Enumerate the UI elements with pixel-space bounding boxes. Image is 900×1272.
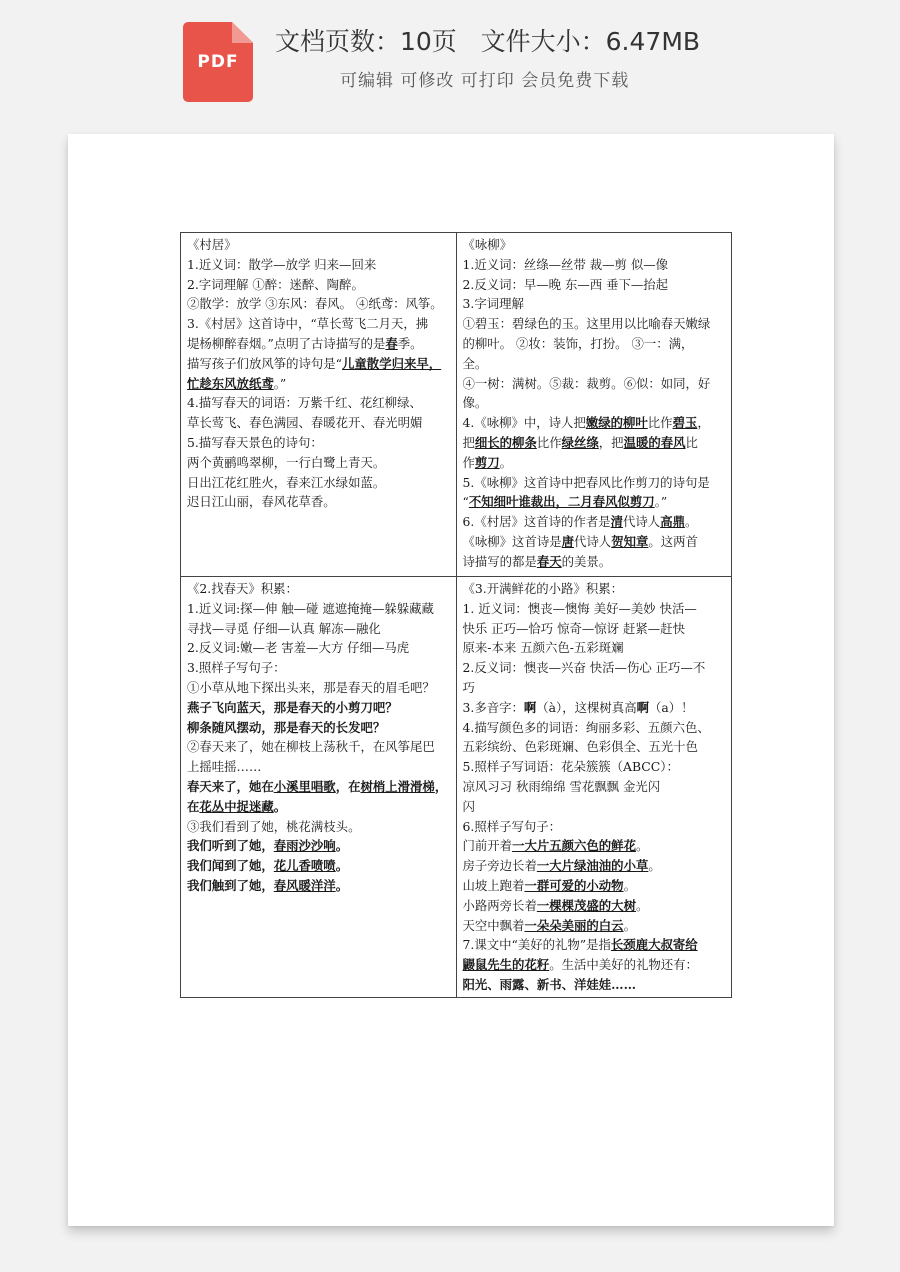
text-line (187, 737, 450, 757)
answer-text: 春风暖洋洋 (273, 877, 336, 893)
text-segment: 。 (273, 798, 287, 814)
text-line (463, 955, 726, 975)
text-line (463, 737, 726, 757)
text-line (187, 579, 450, 599)
text-line (187, 777, 450, 797)
text-segment: 5.照样子写词语：花朵簇簇（ABCC）： (462, 759, 679, 775)
text-segment: 柳条随风摆动，那是春天的长发吧？ (187, 719, 386, 735)
text-segment: 代诗人 (574, 533, 612, 549)
text-segment: 的柳叶。 ②妆：装饰，打扮。 ③一：满， (462, 335, 694, 351)
text-segment: ③我们看到了她，桃花满枝头。 (187, 818, 361, 834)
notes-table (180, 232, 732, 998)
text-segment: 3.多音字： (462, 699, 524, 715)
answer-text: 贺知章 (611, 533, 649, 549)
text-segment: 全。 (462, 355, 488, 371)
text-line (463, 876, 726, 896)
text-line (187, 433, 450, 453)
text-line (463, 975, 726, 995)
answer-text: 一大片绿油油的小草 (536, 858, 649, 874)
text-segment: 草长莺飞、春色满园、春暖花开、春光明媚 (187, 415, 423, 431)
text-segment: 《3.开满鲜花的小路》积累： (462, 581, 624, 596)
text-segment: 山坡上跑着 (462, 877, 525, 893)
text-line (187, 294, 450, 314)
text-line (187, 235, 450, 255)
text-line (463, 374, 726, 394)
text-segment: 的美景。 (561, 553, 612, 569)
text-line (463, 334, 726, 354)
text-line (187, 757, 450, 777)
text-segment: 1.近义词：散学—放学 归来—回来 (187, 256, 377, 272)
answer-text: 细长的柳条 (474, 434, 537, 450)
text-segment: （à），这棵树真高 (536, 699, 637, 715)
text-segment: 5.《咏柳》这首诗中把春风比作剪刀的诗句是 (462, 474, 710, 490)
answer-text: 一棵棵茂盛的大树 (536, 897, 636, 913)
text-segment: 。 (648, 858, 661, 874)
text-line (187, 836, 450, 856)
text-segment: 。 (623, 917, 636, 933)
text-segment: （a）！ (648, 699, 694, 715)
cell-xiaolu (456, 577, 732, 998)
text-segment: 我们触到了她， (187, 877, 274, 893)
answer-text: 不知细叶谁裁出，二月春风似剪刀 (468, 494, 655, 510)
text-line (463, 433, 726, 453)
text-segment: 1. 近义词：懊丧—懊悔 美好—美妙 快活— (462, 600, 697, 616)
text-segment: 2.反义词:嫩—老 害羞—大方 仔细—马虎 (187, 640, 410, 656)
answer-text: 树梢上滑滑梯 (360, 778, 435, 794)
text-line (187, 473, 450, 493)
text-segment: 4.《咏柳》中，诗人把 (462, 415, 586, 431)
text-segment: 比作 (647, 415, 673, 431)
text-segment: ，在 (335, 778, 361, 794)
cell-zhaochuntian (181, 577, 457, 998)
text-line (463, 255, 726, 275)
text-line (463, 638, 726, 658)
answer-text: 儿童散学归来早， (342, 355, 442, 371)
pdf-icon-label: PDF (197, 52, 239, 72)
text-segment: 巧 (462, 679, 475, 695)
text-segment: 2.字词理解 ①醉：迷醉、陶醉。 (187, 276, 364, 292)
answer-text: 绿丝绦 (561, 434, 599, 450)
text-line (463, 492, 726, 512)
text-line (463, 235, 726, 255)
text-segment: 啊 (636, 699, 649, 715)
text-segment: ④一树：满树。⑤裁：裁剪。⑥似：如同，好 (462, 375, 711, 391)
text-segment: 。 (623, 877, 636, 893)
text-segment: 4.描写颜色多的词语：绚丽多彩、五颜六色、 (462, 719, 710, 735)
text-segment: 迟日江山丽，春风花草香。 (187, 494, 336, 510)
text-segment: 两个黄鹂鸣翠柳，一行白鹭上青天。 (187, 454, 386, 470)
text-segment: 房子旁边长着 (462, 858, 537, 874)
text-segment: 比 (685, 434, 698, 450)
text-segment: ①碧玉：碧绿色的玉。这里用以比喻春天嫩绿 (462, 316, 711, 332)
table-row (181, 233, 732, 577)
text-segment: ，把 (598, 434, 624, 450)
answer-text: 一朵朵美丽的白云 (524, 917, 624, 933)
text-line (187, 876, 450, 896)
answer-text: 春 (385, 335, 398, 351)
text-line (463, 916, 726, 936)
text-line (187, 275, 450, 295)
text-segment: 作 (462, 454, 475, 470)
text-segment: ①小草从地下探出头来，那是春天的眉毛吧？ (187, 679, 435, 695)
text-line (463, 718, 726, 738)
text-segment: 3.照样子写句子： (187, 660, 286, 676)
text-segment: 6.照样子写句子： (462, 818, 562, 834)
answer-text: 长颈鹿大叔寄给 (610, 937, 698, 953)
text-line (463, 275, 726, 295)
text-segment: ， (697, 415, 710, 431)
text-segment: 季。 (397, 335, 423, 351)
text-segment: 凉风习习 秋雨绵绵 雪花飘飘 金光闪 (462, 778, 661, 794)
header-bar (0, 0, 900, 125)
answer-text: 春天 (536, 553, 562, 569)
text-line (187, 817, 450, 837)
text-segment: 快乐 正巧—恰巧 惊奇—惊讶 赶紧—赶快 (462, 620, 685, 636)
text-segment: 春天来了，她在 (187, 778, 274, 794)
text-segment: 。生活中美好的礼物还有： (549, 957, 698, 973)
text-line (187, 354, 450, 374)
text-segment: “ (462, 494, 469, 510)
text-line (463, 453, 726, 473)
text-line (463, 658, 726, 678)
document-info: 文档页数：10页 文件大小：6.47MB (275, 27, 701, 56)
text-segment: 天空中飘着 (462, 917, 525, 933)
text-segment: 3.《村居》这首诗中，“草长莺飞二月天，拂 (187, 316, 429, 332)
text-segment: 描写孩子们放风筝的诗句是“ (187, 355, 343, 371)
text-line (463, 836, 726, 856)
text-segment: 。 (635, 838, 649, 854)
answer-text: 剪刀 (474, 454, 500, 470)
text-segment: 。 (335, 877, 349, 893)
text-segment: ， (434, 778, 448, 794)
text-segment: 。 (635, 897, 649, 913)
text-segment: 。” (654, 494, 668, 510)
document-page (68, 134, 834, 1226)
cell-yongliu (456, 233, 732, 577)
text-segment: ②春天来了，她在柳枝上荡秋千，在风筝尾巴 (187, 739, 435, 755)
text-line (463, 935, 726, 955)
text-segment: 。 (335, 838, 349, 854)
text-line (187, 334, 450, 354)
answer-text: 嫩绿的柳叶 (585, 415, 648, 431)
text-line (187, 314, 450, 334)
text-segment: 上摇哇摇…… (187, 759, 262, 775)
text-segment: 啊 (523, 699, 537, 715)
answer-text: 高鼎 (660, 514, 685, 530)
text-segment: 7.课文中“美好的礼物”是指 (462, 937, 611, 953)
text-segment: 《咏柳》这首诗是 (462, 533, 562, 549)
text-line (187, 374, 450, 394)
text-segment: 小路两旁长着 (462, 897, 537, 913)
text-line (187, 678, 450, 698)
text-line (187, 492, 450, 512)
text-segment: 。” (273, 375, 287, 391)
text-segment: 燕子飞向蓝天，那是春天的小剪刀吧？ (187, 699, 398, 715)
text-line (463, 354, 726, 374)
text-line (187, 255, 450, 275)
text-line (463, 856, 726, 876)
text-segment: 我们闻到了她， (187, 858, 274, 874)
text-line (463, 532, 726, 552)
text-segment: 把 (462, 434, 475, 450)
text-line (463, 413, 726, 433)
text-line (463, 777, 726, 797)
text-segment: 闪 (462, 798, 475, 814)
text-line (463, 552, 726, 572)
answer-text: 碧玉 (672, 415, 698, 431)
text-segment: 寻找—寻觅 仔细—认真 解冻—融化 (187, 620, 381, 636)
text-line (463, 512, 726, 532)
text-segment: 《2.找春天》积累： (187, 581, 298, 596)
text-line (463, 473, 726, 493)
answer-text: 花丛中捉迷藏 (199, 798, 274, 814)
text-segment: ②散学：放学 ③东风：春风。 ④纸鸢：风筝。 (187, 296, 443, 312)
text-line (187, 413, 450, 433)
answer-text: 清 (610, 514, 624, 530)
text-line (187, 638, 450, 658)
text-segment: 6.《村居》这首诗的作者是 (462, 514, 611, 530)
text-line (187, 453, 450, 473)
text-line (187, 619, 450, 639)
text-segment: 诗描写的都是 (462, 553, 537, 569)
text-segment: 代诗人 (623, 514, 661, 530)
text-line (187, 698, 450, 718)
text-segment: 五彩缤纷、色彩斑斓、色彩俱全、五光十色 (462, 739, 698, 755)
text-line (463, 678, 726, 698)
text-line (463, 619, 726, 639)
text-line (187, 856, 450, 876)
answer-text: 春雨沙沙响 (273, 838, 336, 854)
answer-text: 一群可爱的小动物 (524, 877, 624, 893)
answer-text: 温暖的春风 (623, 434, 686, 450)
answer-text: 花儿香喷喷 (273, 858, 336, 874)
text-line (463, 599, 726, 619)
text-segment: 2.反义词：懊丧—兴奋 快活—伤心 正巧—不 (462, 660, 706, 676)
text-line (187, 658, 450, 678)
text-line (463, 698, 726, 718)
text-line (463, 757, 726, 777)
text-segment: 比作 (536, 434, 562, 450)
text-line (463, 393, 726, 413)
table-row (181, 577, 732, 998)
text-line (463, 579, 726, 599)
text-segment: 像。 (462, 395, 488, 411)
document-features: 可编辑 可修改 可打印 会员免费下载 (340, 71, 630, 91)
text-line (187, 393, 450, 413)
text-segment: 日出江花红胜火，春来江水绿如蓝。 (187, 474, 386, 490)
answer-text: 唐 (561, 533, 575, 549)
text-segment: 门前开着 (462, 838, 513, 854)
text-segment: 。 (684, 514, 698, 530)
answer-text: 小溪里唱歌 (273, 778, 336, 794)
text-line (187, 797, 450, 817)
text-segment: 1.近义词:探—伸 触—碰 遮遮掩掩—躲躲藏藏 (187, 600, 434, 616)
text-line (463, 294, 726, 314)
text-segment: 4.描写春天的词语：万紫千红、花红柳绿、 (187, 395, 422, 411)
cell-cunju (181, 233, 457, 577)
text-line (187, 599, 450, 619)
text-line (187, 718, 450, 738)
text-segment: 5.描写春天景色的诗句： (187, 434, 323, 450)
text-segment: 我们听到了她， (187, 838, 274, 854)
answer-text: 一大片五颜六色的鲜花 (512, 838, 636, 854)
text-line (463, 314, 726, 334)
text-segment: 。 (499, 454, 513, 470)
text-segment: 。 (335, 858, 349, 874)
text-segment: 《咏柳》 (462, 237, 513, 252)
text-segment: 。这两首 (648, 533, 698, 549)
answer-text: 忙趁东风放纸鸢 (187, 375, 274, 391)
text-line (463, 817, 726, 837)
text-segment: 在 (187, 798, 200, 814)
text-segment: 原来-本来 五颜六色-五彩斑斓 (462, 640, 624, 656)
text-line (463, 797, 726, 817)
text-segment: 3.字词理解 (462, 296, 524, 312)
text-segment: 堤杨柳醉春烟。”点明了古诗描写的是 (187, 335, 386, 351)
text-segment: 阳光、雨露、新书、洋娃娃…… (462, 976, 636, 992)
text-line (463, 896, 726, 916)
text-segment: 1.近义词：丝绦—丝带 裁—剪 似—像 (462, 256, 669, 272)
text-segment: 2.反义词：早—晚 东—西 垂下—抬起 (462, 276, 669, 292)
text-segment: 《村居》 (187, 237, 237, 252)
answer-text: 鼹鼠先生的花籽 (462, 957, 550, 973)
